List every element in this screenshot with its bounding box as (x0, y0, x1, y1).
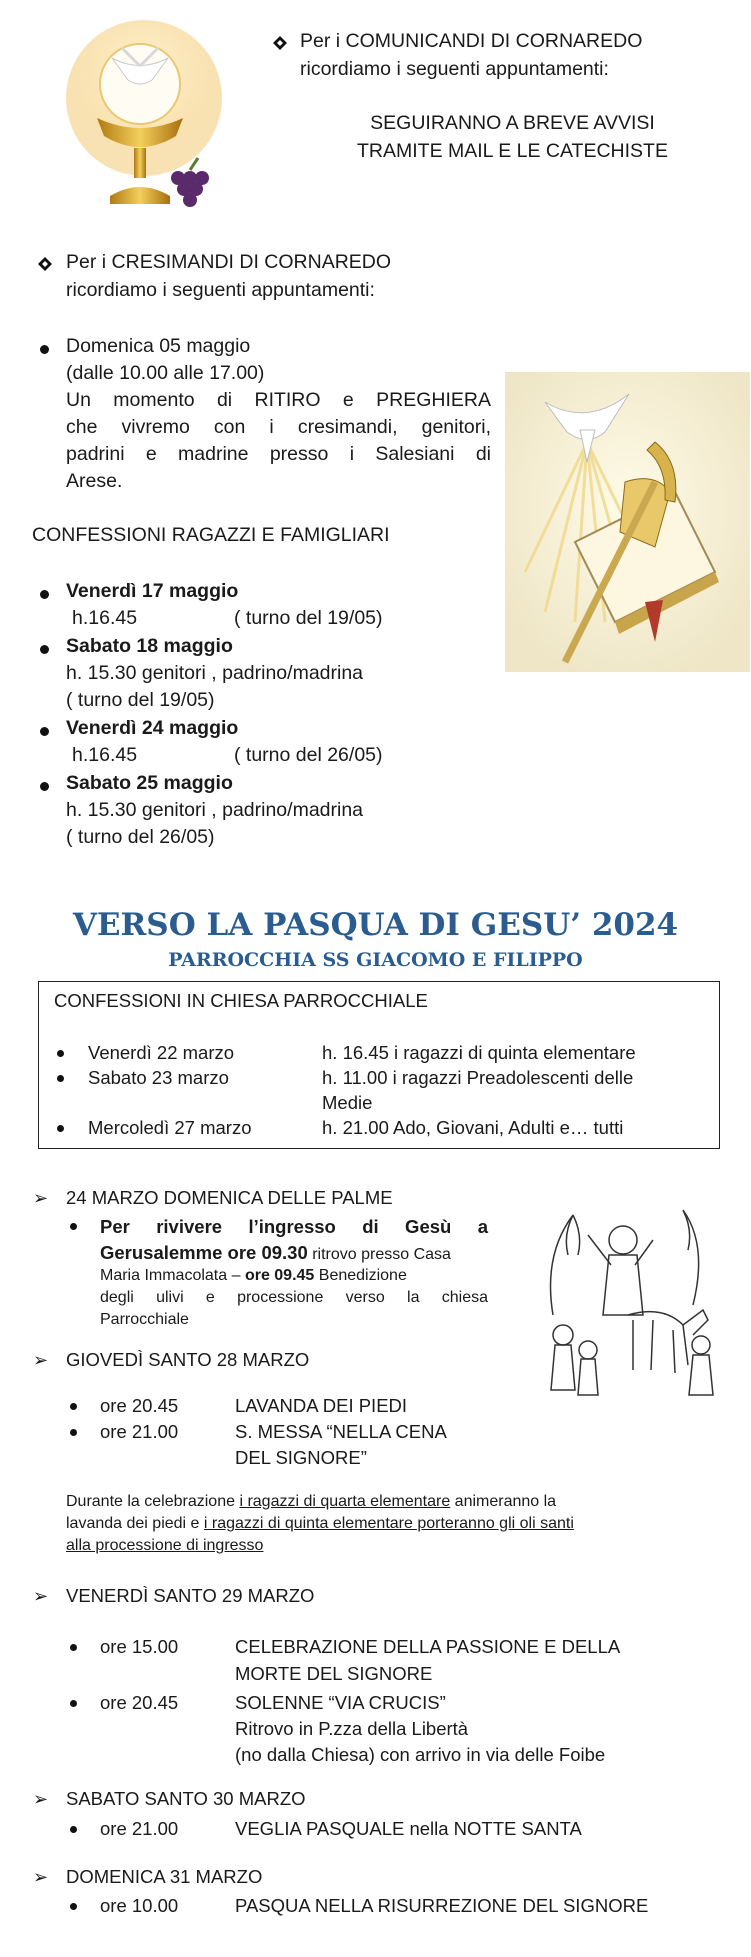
arrow-bullet-icon: ➢ (33, 1350, 49, 1370)
comunicandi-heading: Per i COMUNICANDI DI CORNAREDO (300, 30, 643, 52)
confessione-4-time: h. 15.30 genitori , padrino/madrina (66, 799, 364, 821)
palm-sunday-illustration (533, 1195, 723, 1410)
cresimandi-heading: Per i CRESIMANDI DI CORNAREDO (66, 251, 392, 273)
venerdi-item-1-desc-cont: MORTE DEL SIGNORE (235, 1663, 433, 1684)
confessioni-box-title: CONFESSIONI IN CHIESA PARROCCHIALE (54, 990, 428, 1011)
confessione-3-date: Venerdì 24 maggio (66, 717, 239, 739)
comunicandi-notice-2: TRAMITE MAIL E LE CATECHISTE (357, 140, 668, 162)
ritiro-line-1: Un momento di RITIRO e PREGHIERA (66, 389, 491, 411)
confessione-1-date: Venerdì 17 maggio (66, 580, 239, 602)
venerdi-item-1-desc: CELEBRAZIONE DELLA PASSIONE E DELLA (235, 1636, 621, 1657)
dove-bible-illustration (505, 372, 750, 672)
confessione-4-date: Sabato 25 maggio (66, 772, 233, 794)
giovedi-note-line-1: Durante la celebrazione i ragazzi di quarta elementare animeranno la (66, 1493, 557, 1510)
arrow-bullet-icon: ➢ (33, 1789, 49, 1809)
bullet-icon (57, 1125, 64, 1132)
venerdi-title: VENERDÌ SANTO 29 MARZO (66, 1585, 315, 1606)
ritiro-time: (dalle 10.00 alle 17.00) (66, 362, 265, 384)
palme-line-2: Gerusalemme ore 09.30 ritrovo presso Casa (100, 1242, 451, 1263)
comunicandi-notice-1: SEGUIRANNO A BREVE AVVISI (370, 112, 655, 134)
giovedi-item-1-time: ore 20.45 (100, 1395, 179, 1416)
palme-line-1: Per rivivere l’ingresso di Gesù a (100, 1216, 488, 1237)
sabato-time: ore 21.00 (100, 1818, 179, 1839)
palme-line-5: Parrocchiale (100, 1311, 189, 1328)
confessione-2-time: h. 15.30 genitori , padrino/madrina (66, 662, 364, 684)
comunicandi-subline: ricordiamo i seguenti appuntamenti: (300, 58, 609, 80)
giovedi-item-2-desc-cont: DEL SIGNORE” (235, 1447, 367, 1468)
ritiro-line-4: Arese. (66, 470, 123, 492)
ritiro-date: Domenica 05 maggio (66, 335, 251, 357)
arrow-bullet-icon: ➢ (33, 1188, 49, 1208)
bullet-icon (70, 1403, 77, 1410)
box-row-2-desc: h. 11.00 i ragazzi Preadolescenti delle (322, 1067, 634, 1088)
giovedi-item-1-desc: LAVANDA DEI PIEDI (235, 1395, 408, 1416)
bullet-icon (57, 1050, 64, 1057)
bullet-icon (57, 1075, 64, 1082)
bullet-icon (40, 645, 49, 654)
arrow-bullet-icon: ➢ (33, 1586, 49, 1606)
diamond-bullet-icon (273, 36, 287, 50)
box-row-3-day: Mercoledì 27 marzo (88, 1117, 252, 1138)
venerdi-item-1-time: ore 15.00 (100, 1636, 179, 1657)
giovedi-item-2-desc: S. MESSA “NELLA CENA (235, 1421, 447, 1442)
pasqua-title: VERSO LA PASQUA DI GESU’ 2024 (72, 907, 679, 943)
box-row-2-desc-cont: Medie (322, 1092, 373, 1113)
domenica-title: DOMENICA 31 MARZO (66, 1866, 263, 1887)
ritiro-line-2: che vivremo con i cresimandi, genitori, (66, 416, 491, 438)
bullet-icon (70, 1644, 77, 1651)
sabato-desc: VEGLIA PASQUALE nella NOTTE SANTA (235, 1818, 582, 1839)
venerdi-item-2-desc: SOLENNE “VIA CRUCIS” (235, 1692, 446, 1713)
box-row-1-day: Venerdì 22 marzo (88, 1042, 235, 1063)
giovedi-title: GIOVEDÌ SANTO 28 MARZO (66, 1349, 310, 1370)
bullet-icon (40, 590, 49, 599)
palme-line-3: Maria Immacolata – ore 09.45 Benedizione (100, 1267, 407, 1284)
confessione-3-turno: ( turno del 26/05) (234, 744, 383, 766)
confessioni-ragazzi-heading: CONFESSIONI RAGAZZI E FAMIGLIARI (32, 524, 390, 546)
domenica-time: ore 10.00 (100, 1895, 179, 1916)
pasqua-subtitle: PARROCCHIA SS GIACOMO E FILIPPO (168, 949, 583, 971)
cresimandi-subline: ricordiamo i seguenti appuntamenti: (66, 279, 375, 301)
domenica-desc: PASQUA NELLA RISURREZIONE DEL SIGNORE (235, 1895, 649, 1916)
confessione-3-time: h.16.45 (72, 744, 138, 766)
giovedi-item-2-time: ore 21.00 (100, 1421, 179, 1442)
arrow-bullet-icon: ➢ (33, 1867, 49, 1887)
box-row-3-desc: h. 21.00 Ado, Giovani, Adulti e… tutti (322, 1117, 624, 1138)
bullet-icon (40, 727, 49, 736)
bullet-icon (40, 345, 49, 354)
giovedi-note-line-2: lavanda dei piedi e i ragazzi di quinta elementare porteranno gli oli santi (66, 1515, 574, 1532)
sabato-title: SABATO SANTO 30 MARZO (66, 1788, 306, 1809)
bullet-icon (70, 1223, 77, 1230)
bullet-icon (70, 1826, 77, 1833)
palme-line-4: degli ulivi e processione verso la chiesa (100, 1289, 488, 1306)
giovedi-note-line-3: alla processione di ingresso (66, 1537, 264, 1554)
bullet-icon (70, 1903, 77, 1910)
ritiro-line-3: padrini e madrine presso i Salesiani di (66, 443, 491, 465)
bullet-icon (70, 1700, 77, 1707)
venerdi-item-2-time: ore 20.45 (100, 1692, 179, 1713)
confessione-1-turno: ( turno del 19/05) (234, 607, 383, 629)
diamond-bullet-icon (38, 257, 52, 271)
box-row-2-day: Sabato 23 marzo (88, 1067, 229, 1088)
confessione-2-turno: ( turno del 19/05) (66, 689, 215, 711)
palme-title: 24 MARZO DOMENICA DELLE PALME (66, 1187, 393, 1208)
box-row-1-desc: h. 16.45 i ragazzi di quinta elementare (322, 1042, 636, 1063)
confessione-4-turno: ( turno del 26/05) (66, 826, 215, 848)
confessione-2-date: Sabato 18 maggio (66, 635, 233, 657)
bullet-icon (70, 1429, 77, 1436)
confessione-1-time: h.16.45 (72, 607, 138, 629)
bullet-icon (40, 782, 49, 791)
venerdi-item-2-desc-2: Ritrovo in P.zza della Libertà (235, 1718, 469, 1739)
venerdi-item-2-desc-3: (no dalla Chiesa) con arrivo in via delle Foibe (235, 1744, 606, 1765)
